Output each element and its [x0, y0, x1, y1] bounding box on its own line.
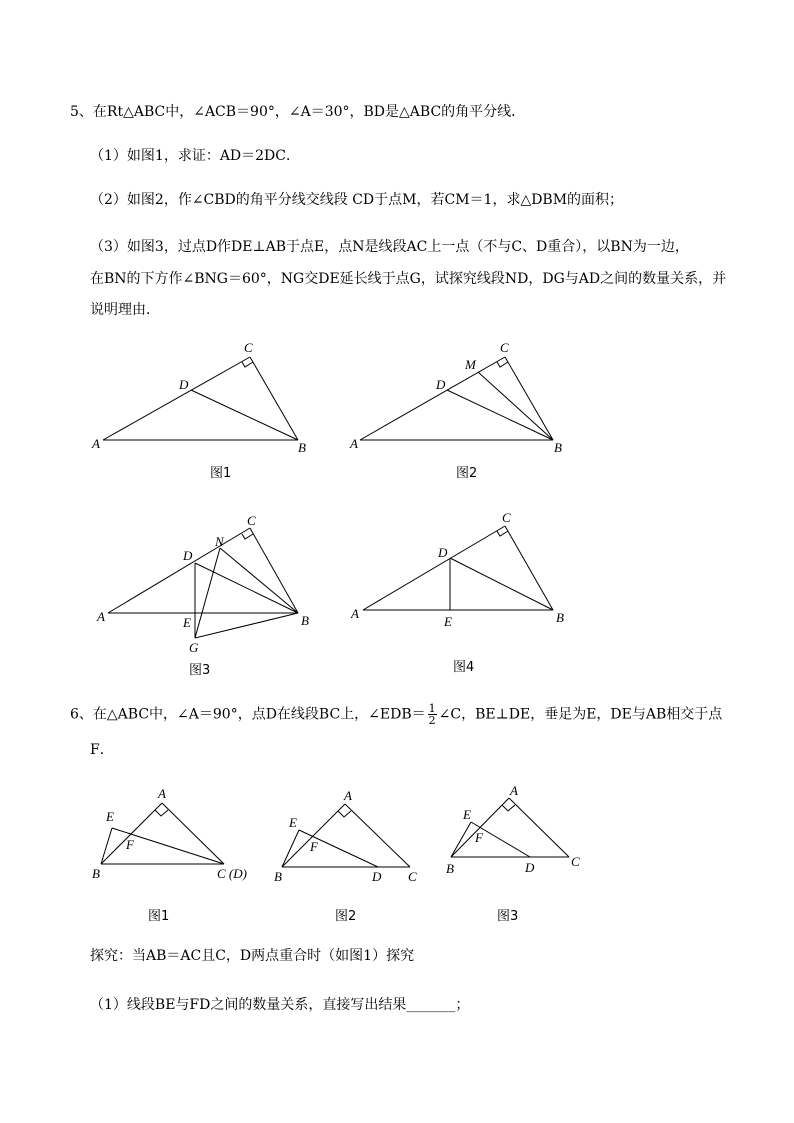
- q6-caption-3: 图3: [497, 909, 519, 924]
- svg-text:C: C: [571, 854, 580, 869]
- svg-text:E: E: [463, 807, 471, 822]
- q5-caption-3: 图3: [189, 663, 211, 678]
- q5-part2: （2）如图2，作∠CBD的角平分线交线段 CD于点M，若CM＝1，求△DBM的面积；: [90, 192, 624, 208]
- svg-text:F: F: [126, 837, 134, 852]
- svg-text:C: C: [500, 340, 509, 355]
- svg-text:B: B: [298, 440, 306, 455]
- q5-part3-line1: （3）如图3，过点D作DE⊥AB于点E，点N是线段AC上一点（不与C、D重合），以BN为一边，: [90, 239, 689, 255]
- svg-text:B: B: [446, 861, 454, 876]
- svg-text:G: G: [189, 640, 199, 655]
- svg-text:B: B: [556, 610, 564, 625]
- svg-text:C: C: [244, 340, 253, 355]
- q5-caption-1: 图1: [210, 466, 232, 481]
- svg-text:D: D: [372, 869, 382, 884]
- svg-text:A: A: [344, 788, 352, 803]
- svg-text:A: A: [97, 609, 105, 624]
- q5-stem: 5、在Rt△ABC中，∠ACB＝90°，∠A＝30°，BD是△ABC的角平分线．: [70, 104, 526, 120]
- q5-part3-line2: 在BN的下方作∠BNG＝60°，NG交DE延长线于点G，试探究线段ND，DG与AD之间的数量关系，并: [90, 271, 727, 287]
- svg-text:B: B: [554, 440, 562, 455]
- svg-text:M: M: [465, 357, 476, 372]
- svg-text:A: A: [351, 606, 359, 621]
- q6-figure-3: [446, 783, 580, 876]
- q5-caption-2: 图2: [456, 466, 478, 481]
- svg-text:D: D: [179, 377, 189, 392]
- svg-text:D: D: [525, 860, 535, 875]
- svg-text:C: C: [247, 513, 256, 528]
- svg-text:F: F: [310, 839, 318, 854]
- svg-text:F: F: [475, 830, 483, 845]
- q6-stem-pre: 6、在△ABC中，∠A＝90°，点D在线段BC上，∠EDB＝: [70, 706, 426, 723]
- q5-figure-4: [350, 510, 564, 629]
- q6-figure-1: [92, 786, 247, 881]
- q6-stem: [70, 703, 722, 726]
- svg-text:B: B: [274, 869, 282, 884]
- svg-text:B: B: [92, 866, 100, 881]
- svg-text:A: A: [158, 786, 166, 801]
- svg-text:C (D): C (D): [217, 866, 247, 881]
- q5-part3-line3: 说明理由．: [90, 302, 160, 318]
- svg-text:A: A: [92, 436, 100, 451]
- q6-stem-post: ∠C，BE⊥DE，垂足为E，DE与AB相交于点: [438, 706, 723, 723]
- q6-part1: （1）线段BE与FD之间的数量关系，直接写出结果_______；: [90, 997, 470, 1013]
- q6-figure-2: [274, 788, 417, 884]
- svg-text:E: E: [106, 809, 114, 824]
- svg-text:C: C: [502, 510, 511, 525]
- svg-text:D: D: [438, 545, 448, 560]
- svg-text:A: A: [350, 436, 358, 451]
- q5-figure-3: [96, 513, 309, 655]
- svg-text:A: A: [510, 783, 518, 798]
- svg-text:C: C: [408, 869, 417, 884]
- svg-text:E: E: [444, 614, 452, 629]
- svg-text:D: D: [183, 548, 193, 563]
- q6-caption-2: 图2: [335, 909, 357, 924]
- q5-caption-4: 图4: [453, 660, 475, 675]
- q6-caption-1: 图1: [148, 909, 170, 924]
- svg-text:B: B: [301, 613, 309, 628]
- svg-text:D: D: [436, 377, 446, 392]
- q5-part1: （1）如图1，求证：AD＝2DC．: [90, 148, 300, 164]
- svg-text:N: N: [215, 534, 224, 549]
- q6-stem-line2: F．: [90, 742, 114, 758]
- svg-text:E: E: [289, 815, 297, 830]
- q5-figure-2: [349, 340, 562, 455]
- svg-text:E: E: [183, 615, 191, 630]
- q5-figure-1: [91, 340, 306, 455]
- q6-explore: 探究：当AB＝AC且C，D两点重合时（如图1）探究: [90, 948, 415, 964]
- fraction-half: $\frac{1}{2}$: [428, 702, 436, 727]
